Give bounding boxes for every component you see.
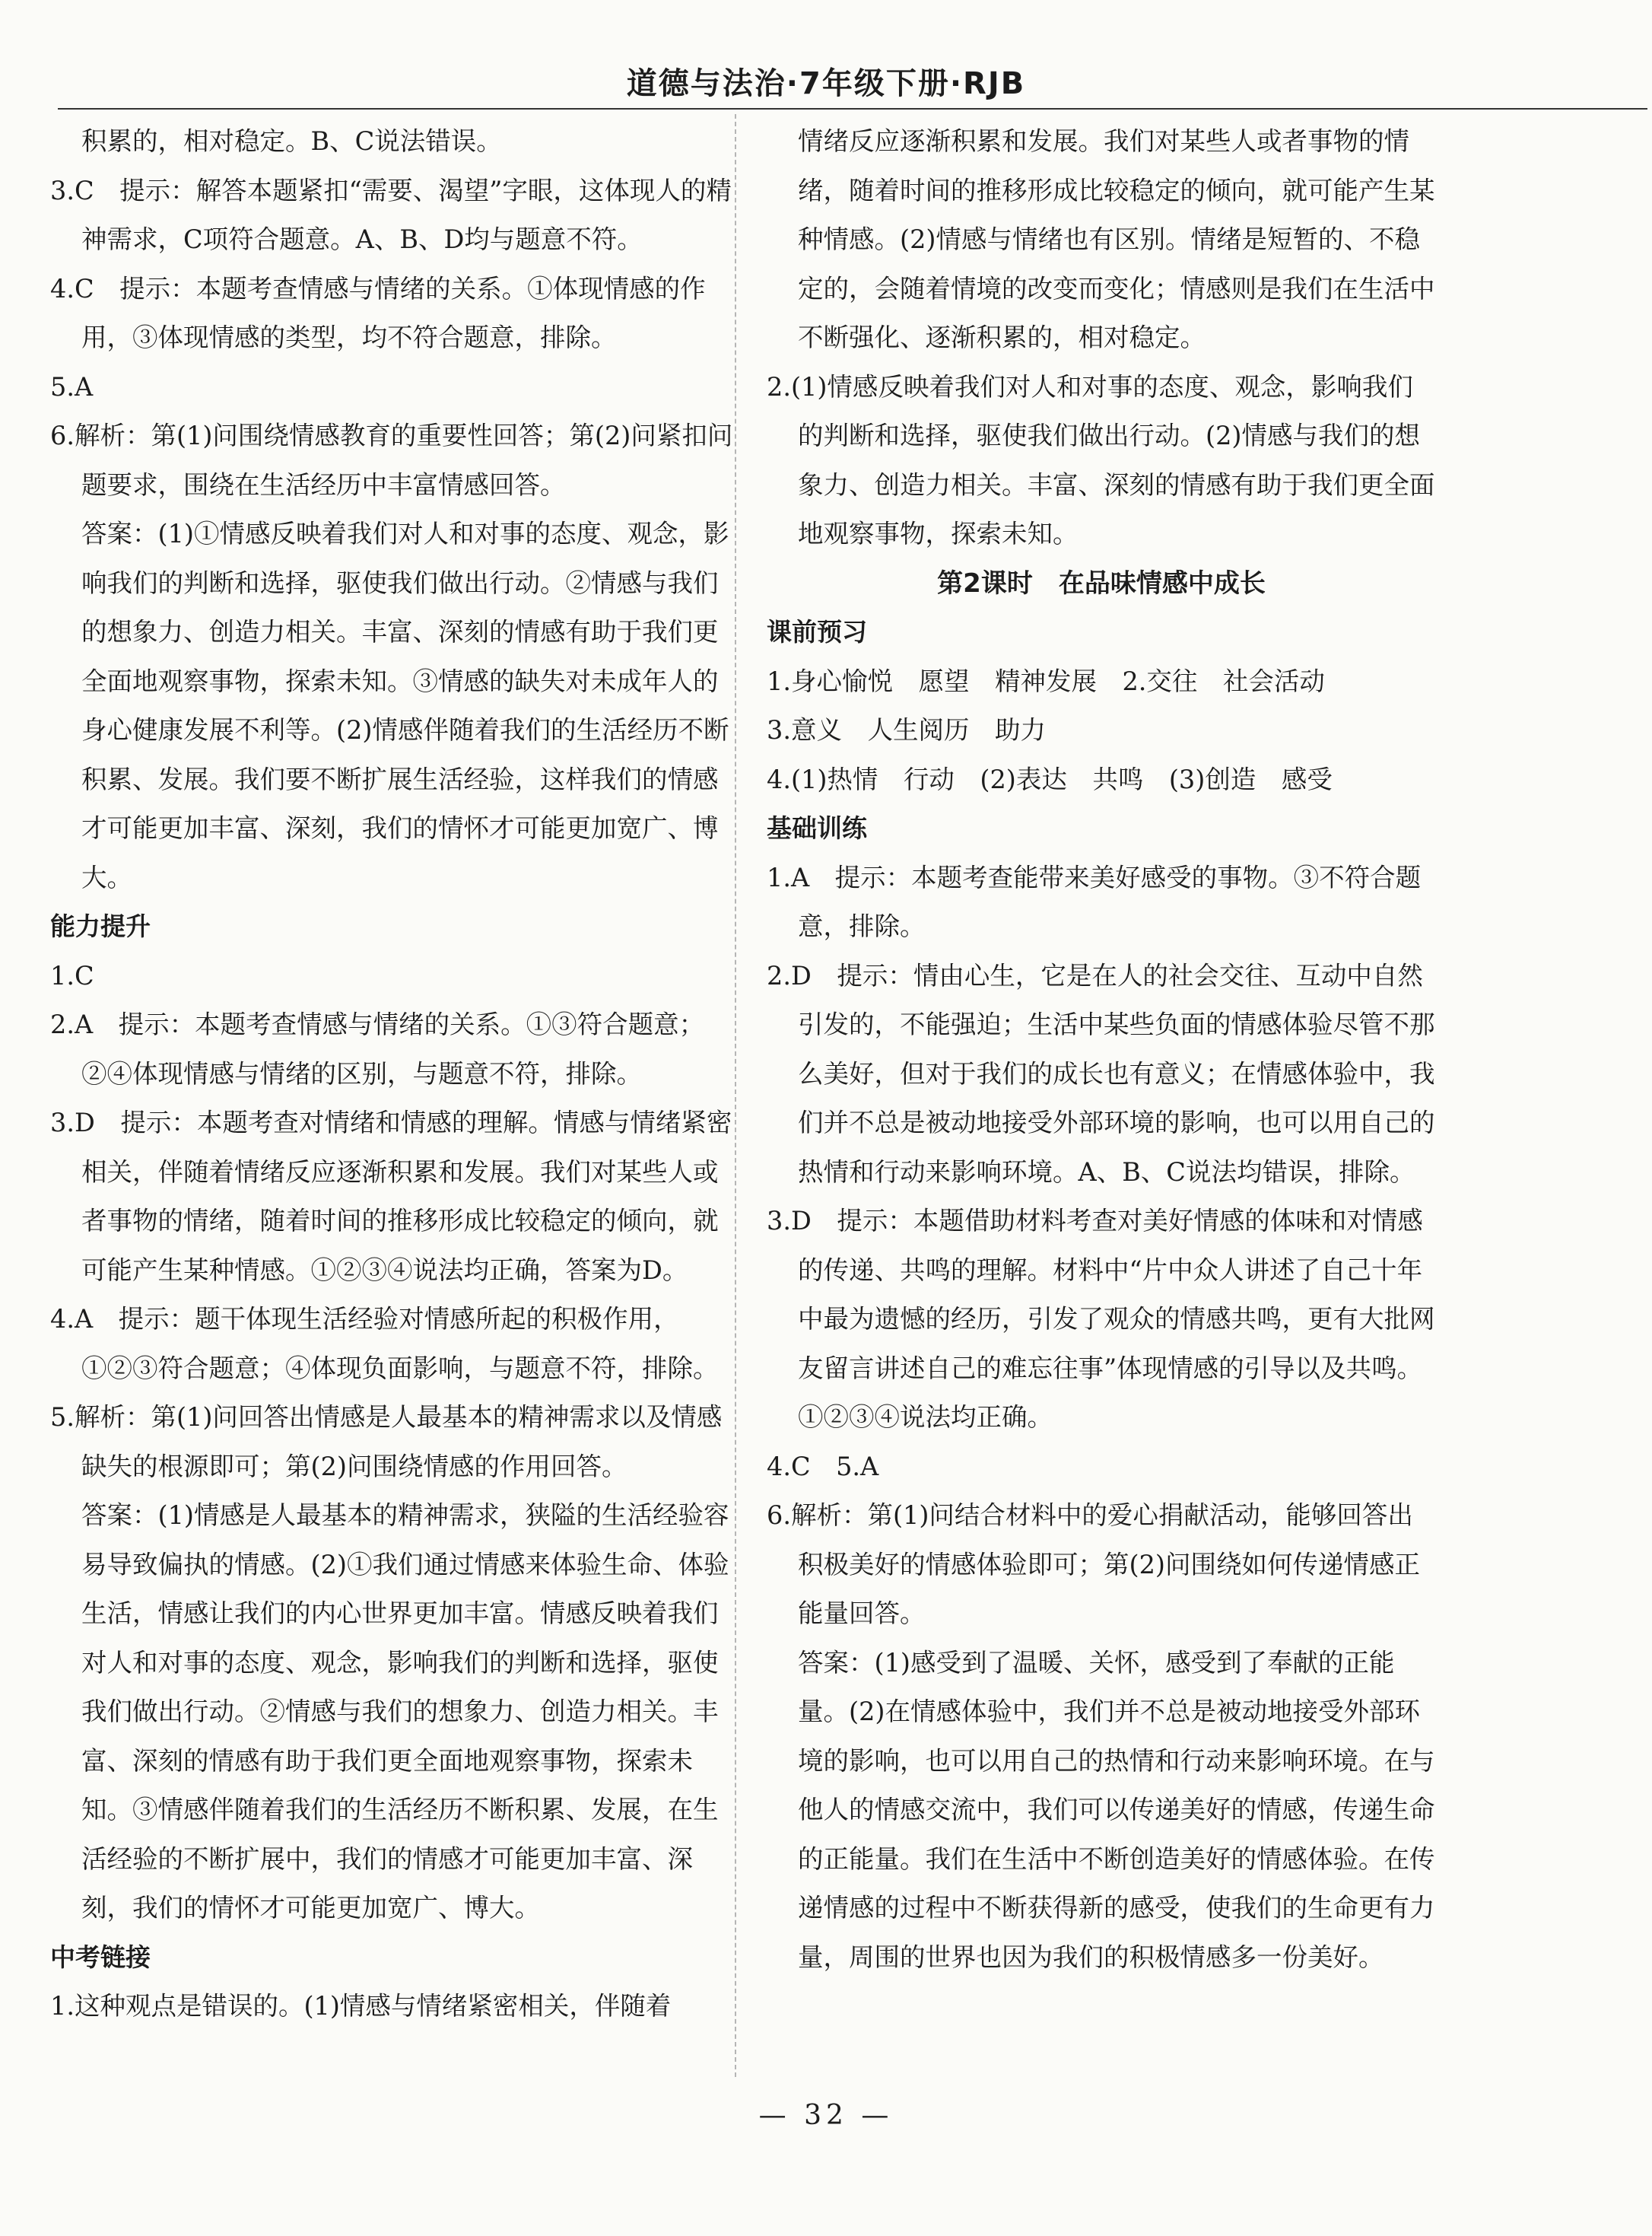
answer-item: 4.C 提示：本题考查情感与情绪的关系。①体现情感的作用，③体现情感的类型，均不符合题意，排除。 bbox=[50, 273, 706, 352]
answer-item: 4.A 提示：题干体现生活经验对情感所起的积极作用，①②③符合题意；④体现负面影响，与题意不符，排除。 bbox=[50, 1304, 719, 1383]
answer-item: 3.D 提示：本题借助材料考查对美好情感的体味和对情感的传递、共鸣的理解。材料中“片中众人讲述了自己十年中最为遗憾的经历，引发了观众的情感共鸣，更有大批网友留言讲述自己的难忘往事”体现情感的引导以及共鸣。①②③④说法均正确。 bbox=[767, 1206, 1435, 1432]
answer-text: 答案：(1)①情感反映着我们对人和对事的态度、观念，影响我们的判断和选择，驱使我们做出行动。②情感与我们的想象力、创造力相关。丰富、深刻的情感有助于我们更全面地观察事物，探索未知。③情感的缺失对未成年人的身心健康发展不利等。(2)情感伴随着我们的生活经历不断积累、发展。我们要不断扩展生活经验，这样我们的情感才可能更加丰富、深刻，我们的情怀才可能更加宽广、博大。 bbox=[81, 519, 729, 892]
page-number: — 32 — bbox=[758, 2100, 894, 2131]
section-heading: 能力提升 bbox=[50, 911, 151, 941]
answer-text: 答案：(1)感受到了温暖、关怀，感受到了奉献的正能量。(2)在情感体验中，我们并不总是被动地接受外部环境的影响，也可以用自己的热情和行动来影响环境。在与他人的情感交流中，我们可以传递美好的情感，传递生命的正能量。我们在生活中不断创造美好的情感体验。在传递情感的过程中不断获得新的感受，使我们的生命更有力量，周围的世界也因为我们的积极情感多一份美好。 bbox=[798, 1647, 1435, 1972]
answer-item: 2.A 提示：本题考查情感与情绪的关系。①③符合题意；②④体现情感与情绪的区别，与题意不符，排除。 bbox=[50, 1010, 705, 1089]
section-heading: 基础训练 bbox=[767, 813, 867, 843]
answer-item: 6.解析：第(1)问围绕情感教育的重要性回答；第(2)问紧扣问题要求，围绕在生活经历中丰富情感回答。 bbox=[50, 421, 733, 500]
answer-item: 2.D 提示：情由心生，它是在人的社会交往、互动中自然引发的，不能强迫；生活中某些负面的情感体验尽管不那么美好，但对于我们的成长也有意义；在情感体验中，我们并不总是被动地接受外部环境的影响，也可以用自己的热情和行动来影响环境。A、B、C说法均错误，排除。 bbox=[767, 960, 1435, 1187]
answer-item: 4.C 5.A bbox=[767, 1451, 879, 1481]
answer-item: 3.意义 人生阅历 助力 bbox=[767, 715, 1046, 745]
answer-item: 2.(1)情感反映着我们对人和对事的态度、观念，影响我们的判断和选择，驱使我们做出行动。(2)情感与我们的想象力、创造力相关。丰富、深刻的情感有助于我们更全面地观察事物，探索未知。 bbox=[767, 371, 1435, 549]
lesson-title: 第2课时 在品味情感中成长 bbox=[937, 568, 1266, 599]
answer-item: 1.身心愉悦 愿望 精神发展 2.交往 社会活动 bbox=[767, 666, 1325, 696]
answer-item: 3.C 提示：解答本题紧扣“需要、渴望”字眼，这体现人的精神需求，C项符合题意。A、B、D均与题意不符。 bbox=[50, 175, 732, 254]
answer-item: 6.解析：第(1)问结合材料中的爱心捐献活动，能够回答出积极美好的情感体验即可；第(2)问围绕如何传递情感正能量回答。 bbox=[767, 1500, 1420, 1628]
header-rule bbox=[58, 108, 1647, 110]
column-divider bbox=[735, 114, 736, 2077]
answer-item: 5.A bbox=[50, 371, 94, 402]
answer-text: 情绪反应逐渐积累和发展。我们对某些人或者事物的情绪，随着时间的推移形成比较稳定的倾向，就可能产生某种情感。(2)情感与情绪也有区别。情绪是短暂的、不稳定的，会随着情境的改变而变化；情感则是我们在生活中不断强化、逐渐积累的，相对稳定。 bbox=[798, 126, 1435, 352]
answer-item: 3.D 提示：本题考查对情绪和情感的理解。情感与情绪紧密相关，伴随着情绪反应逐渐积累和发展。我们对某些人或者事物的情绪，随着时间的推移形成比较稳定的倾向，就可能产生某种情感。①②③④说法均正确，答案为D。 bbox=[50, 1108, 732, 1285]
answer-text: 积累的，相对稳定。B、C说法错误。 bbox=[81, 126, 502, 156]
section-heading: 课前预习 bbox=[767, 617, 867, 647]
answer-item: 5.解析：第(1)问回答出情感是人最基本的精神需求以及情感缺失的根源即可；第(2)问围绕情感的作用回答。 bbox=[50, 1402, 723, 1481]
answer-item: 1.C bbox=[50, 960, 94, 991]
answer-item: 1.这种观点是错误的。(1)情感与情绪紧密相关，伴随着 bbox=[50, 1991, 672, 2021]
right-column bbox=[767, 117, 1436, 1982]
left-column bbox=[50, 117, 735, 2031]
section-heading: 中考链接 bbox=[50, 1942, 151, 1972]
answer-item: 1.A 提示：本题考查能带来美好感受的事物。③不符合题意，排除。 bbox=[767, 862, 1422, 941]
answer-item: 4.(1)热情 行动 (2)表达 共鸣 (3)创造 感受 bbox=[767, 764, 1333, 794]
answer-text: 答案：(1)情感是人最基本的精神需求，狭隘的生活经验容易导致偏执的情感。(2)①我们通过情感来体验生命、体验生活，情感让我们的内心世界更加丰富。情感反映着我们对人和对事的态度、观念，影响我们的判断和选择，驱使我们做出行动。②情感与我们的想象力、创造力相关。丰富、深刻的情感有助于我们更全面地观察事物，探索未知。③情感伴随着我们的生活经历不断积累、发展，在生活经验的不断扩展中，我们的情感才可能更加丰富、深刻，我们的情怀才可能更加宽广、博大。 bbox=[81, 1500, 729, 1923]
running-header: 道德与法治·7年级下册·RJB bbox=[626, 66, 1026, 101]
